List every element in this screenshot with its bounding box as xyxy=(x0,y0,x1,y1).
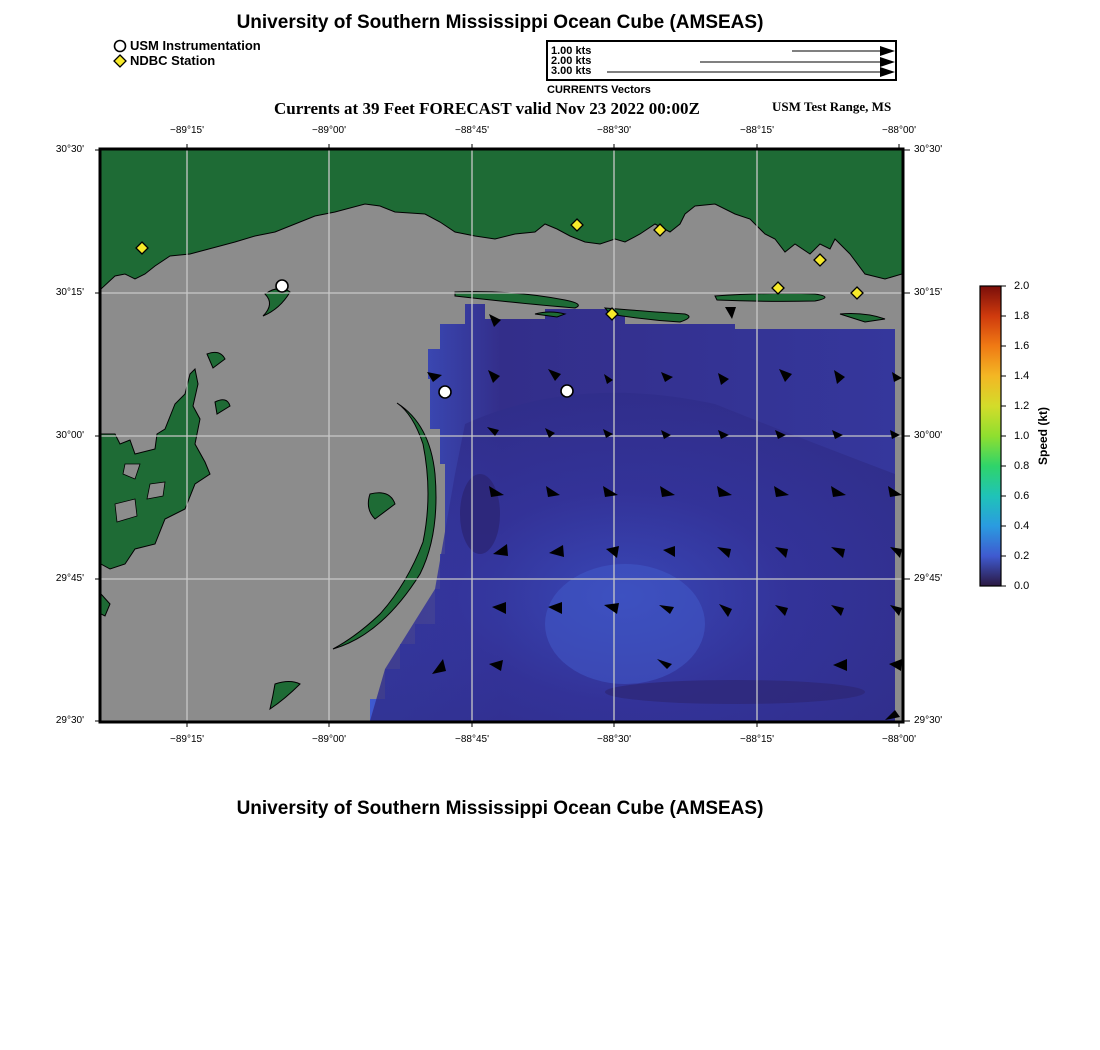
x-tick-top: −88°45' xyxy=(455,125,489,136)
y-tick-left: 29°30' xyxy=(55,715,84,726)
y-tick-left: 30°00' xyxy=(55,430,84,441)
colorbar-tick: 0.8 xyxy=(1014,460,1030,472)
x-tick-top: −89°00' xyxy=(312,125,346,136)
colorbar-tick: 1.0 xyxy=(1014,430,1030,442)
page-title: University of Southern Mississippi Ocean Cube (AMSEAS) xyxy=(236,12,764,33)
speed-field-patch xyxy=(460,474,500,554)
speed-field-patch xyxy=(545,564,705,684)
colorbar-tick: 0.4 xyxy=(1014,520,1030,532)
barrier-island xyxy=(715,293,825,301)
colorbar-gradient xyxy=(980,286,1001,586)
colorbar-tick: 1.6 xyxy=(1014,340,1030,352)
x-tick-top: −88°30' xyxy=(597,125,631,136)
colorbar-tick: 1.2 xyxy=(1014,400,1030,412)
vector-key-label: 2.00 kts xyxy=(551,55,592,67)
y-tick-right: 30°00' xyxy=(914,430,943,441)
x-tick-bottom: −89°15' xyxy=(170,734,204,745)
legend-usm-label: USM Instrumentation xyxy=(130,38,261,53)
scale-arrowhead xyxy=(880,46,895,56)
x-tick-top: −89°15' xyxy=(170,125,204,136)
footer-title: University of Southern Mississippi Ocean Cube (AMSEAS) xyxy=(236,798,764,819)
colorbar-title: Speed (kt) xyxy=(1036,406,1050,466)
legend-usm xyxy=(113,38,261,53)
x-tick-bottom: −88°00' xyxy=(882,734,916,745)
y-tick-left: 29°45' xyxy=(55,573,84,584)
y-tick-right: 30°15' xyxy=(914,287,943,298)
colorbar-tick: 1.4 xyxy=(1014,370,1030,382)
x-tick-bottom: −89°00' xyxy=(312,734,346,745)
colorbar-tick: 0.0 xyxy=(1014,580,1030,592)
colorbar-tick: 1.8 xyxy=(1014,310,1030,322)
y-tick-right: 29°30' xyxy=(914,715,943,726)
region-label: USM Test Range, MS xyxy=(772,99,892,114)
y-tick-left: 30°15' xyxy=(55,287,84,298)
colorbar-tick: 0.2 xyxy=(1014,550,1030,562)
vector-key-label: 3.00 kts xyxy=(551,65,592,77)
scale-arrowhead xyxy=(880,67,895,77)
usm-station-marker xyxy=(561,385,573,397)
vector-key-caption: CURRENTS Vectors xyxy=(547,84,651,96)
speed-field-patch xyxy=(605,680,865,704)
ndbc-diamond-icon xyxy=(113,54,127,68)
y-tick-right: 30°30' xyxy=(914,144,943,155)
legend-ndbc xyxy=(113,53,215,68)
marsh-lake xyxy=(147,482,165,499)
x-tick-top: −88°15' xyxy=(740,125,774,136)
usm-station-marker xyxy=(276,280,288,292)
legend-ndbc-label: NDBC Station xyxy=(130,53,216,68)
map-subtitle: Currents at 39 Feet FORECAST valid Nov 23 2022 00:00Z xyxy=(274,99,700,118)
colorbar xyxy=(978,284,1008,588)
x-tick-bottom: −88°30' xyxy=(597,734,631,745)
vector-scale-box xyxy=(546,40,897,81)
y-tick-right: 29°45' xyxy=(914,573,943,584)
usm-circle-icon xyxy=(113,39,127,53)
usm-station-marker xyxy=(439,386,451,398)
y-tick-left: 30°30' xyxy=(55,144,84,155)
scale-arrowhead xyxy=(880,57,895,67)
x-tick-bottom: −88°15' xyxy=(740,734,774,745)
vector-scale-arrows xyxy=(548,42,895,79)
map-panel xyxy=(95,144,910,727)
vector-key-label: 1.00 kts xyxy=(551,45,592,57)
x-tick-bottom: −88°45' xyxy=(455,734,489,745)
colorbar-tick: 0.6 xyxy=(1014,490,1030,502)
colorbar-tick: 2.0 xyxy=(1014,280,1030,292)
x-tick-top: −88°00' xyxy=(882,125,916,136)
